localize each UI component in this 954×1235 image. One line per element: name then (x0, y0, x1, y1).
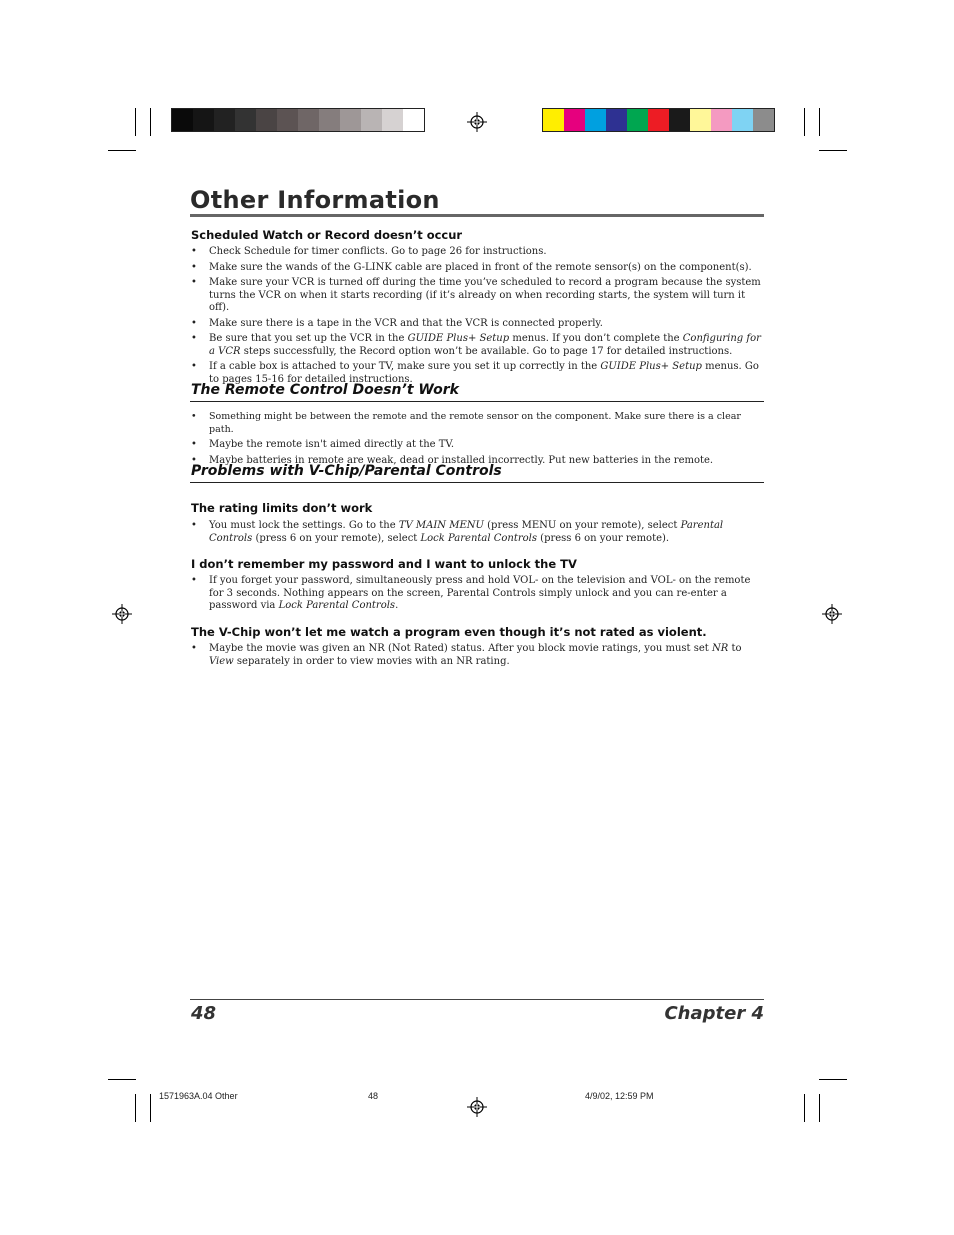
password-heading: I don’t remember my password and I want to unlock the TV (191, 557, 577, 571)
color-swatch (690, 109, 711, 131)
color-swatch (298, 109, 319, 131)
color-swatch (564, 109, 585, 131)
text: If you forget your password, simultaneously press and hold VOL- on the television and VOL- on the remote for 3 seconds. Nothing appears on the screen, Parental Controls simply unlock and you can re-enter a password via (209, 575, 751, 611)
grayscale-color-bar (171, 108, 425, 132)
color-swatch (585, 109, 606, 131)
color-swatch (648, 109, 669, 131)
slug-file: 1571963A.04 Other (159, 1091, 238, 1101)
color-swatch (214, 109, 235, 131)
menu-ref: Lock Parental Controls (278, 600, 396, 611)
violent-heading: The V-Chip won’t let me watch a program even though it’s not rated as violent. (191, 625, 707, 639)
registration-mark-icon (467, 112, 487, 132)
vchip-heading: Problems with V-Chip/Parental Controls (191, 463, 502, 479)
rating-list (190, 520, 762, 548)
list-item: • Maybe the remote isn't aimed directly at the TV. (190, 439, 762, 452)
color-swatch (277, 109, 298, 131)
list-item (190, 575, 762, 613)
violent-list (190, 643, 762, 671)
color-swatch (753, 109, 774, 131)
list-item: • Check Schedule for timer conflicts. Go to page 26 for instructions. (190, 246, 762, 259)
slug-date: 4/9/02, 12:59 PM (585, 1091, 654, 1101)
list-item: • Make sure your VCR is turned off during the time you’ve scheduled to record a program because the system turns the VCR on when it starts recording (if it’s already on when recording starts, the system will turn it off). (190, 277, 762, 315)
menu-ref: GUIDE Plus+ Setup (407, 333, 510, 344)
text: (press 6 on your remote). (537, 532, 670, 544)
text: separately in order to view movies with an NR rating. (233, 655, 510, 667)
list-item: • Something might be between the remote and the remote sensor on the component. Make sure there is a clear path. (190, 411, 762, 436)
color-swatch (382, 109, 403, 131)
color-swatch (235, 109, 256, 131)
color-swatch (403, 109, 424, 131)
text: to (728, 643, 742, 654)
remote-heading: The Remote Control Doesn’t Work (191, 382, 459, 398)
menu-ref: Configuring for a VCR (209, 333, 761, 357)
cmyk-color-bar (542, 108, 775, 132)
text: Be sure that you set up the VCR in the (209, 333, 408, 344)
text: Maybe the movie was given an NR (Not Rated) status. After you block movie ratings, you must set (209, 643, 712, 654)
menu-ref: GUIDE Plus+ Setup (600, 361, 702, 372)
section-rule (190, 401, 764, 402)
menu-ref: Parental Controls (209, 520, 724, 544)
section-rule (190, 482, 764, 483)
list-item: • Make sure there is a tape in the VCR and that the VCR is connected properly. (190, 318, 762, 331)
page-title: Other Information (190, 186, 440, 214)
color-swatch (627, 109, 648, 131)
color-swatch (193, 109, 214, 131)
menu-ref: TV MAIN MENU (398, 520, 484, 531)
page-number: 48 (191, 1003, 217, 1024)
color-swatch (256, 109, 277, 131)
footer-rule (190, 999, 764, 1000)
color-swatch (732, 109, 753, 131)
text: menus. If you don’t complete the (509, 333, 683, 344)
registration-mark-icon (467, 1097, 487, 1117)
color-swatch (543, 109, 564, 131)
rating-heading: The rating limits don’t work (191, 501, 373, 515)
title-rule (190, 214, 764, 217)
slug-page: 48 (368, 1091, 379, 1101)
list-item (190, 643, 762, 668)
list-item (190, 520, 762, 545)
text: . (395, 600, 399, 611)
list-item: • Maybe batteries in remote are weak, dead or installed incorrectly. Put new batteries in the remote. (190, 455, 762, 468)
chapter-label: Chapter 4 (664, 1003, 764, 1024)
scheduled-heading: Scheduled Watch or Record doesn’t occur (191, 228, 463, 242)
color-swatch (606, 109, 627, 131)
text: If a cable box is attached to your TV, make sure you set it up correctly in the (209, 361, 601, 372)
password-list (190, 575, 762, 616)
color-swatch (669, 109, 690, 131)
menu-ref: Lock Parental Controls (420, 532, 537, 544)
text: menus. Go to pages 15-16 for detailed instructions. (209, 361, 759, 385)
registration-mark-icon (822, 604, 842, 624)
color-swatch (361, 109, 382, 131)
remote-list (190, 411, 762, 470)
list-item: • Make sure the wands of the G-LINK cable are placed in front of the remote sensor(s) on the component(s). (190, 262, 762, 275)
list-item (190, 333, 762, 358)
text: steps successfully, the Record option won’t be available. Go to page 17 for detailed instructions. (240, 345, 733, 357)
color-swatch (711, 109, 732, 131)
menu-ref: NR (712, 643, 729, 654)
color-swatch (340, 109, 361, 131)
registration-mark-icon (112, 604, 132, 624)
color-swatch (319, 109, 340, 131)
text: (press 6 on your remote), select (252, 532, 421, 544)
text: (press MENU on your remote), select (483, 520, 681, 531)
text: You must lock the settings. Go to the (209, 520, 399, 531)
color-swatch (172, 109, 193, 131)
menu-ref: View (209, 655, 234, 667)
scheduled-list (190, 246, 762, 389)
